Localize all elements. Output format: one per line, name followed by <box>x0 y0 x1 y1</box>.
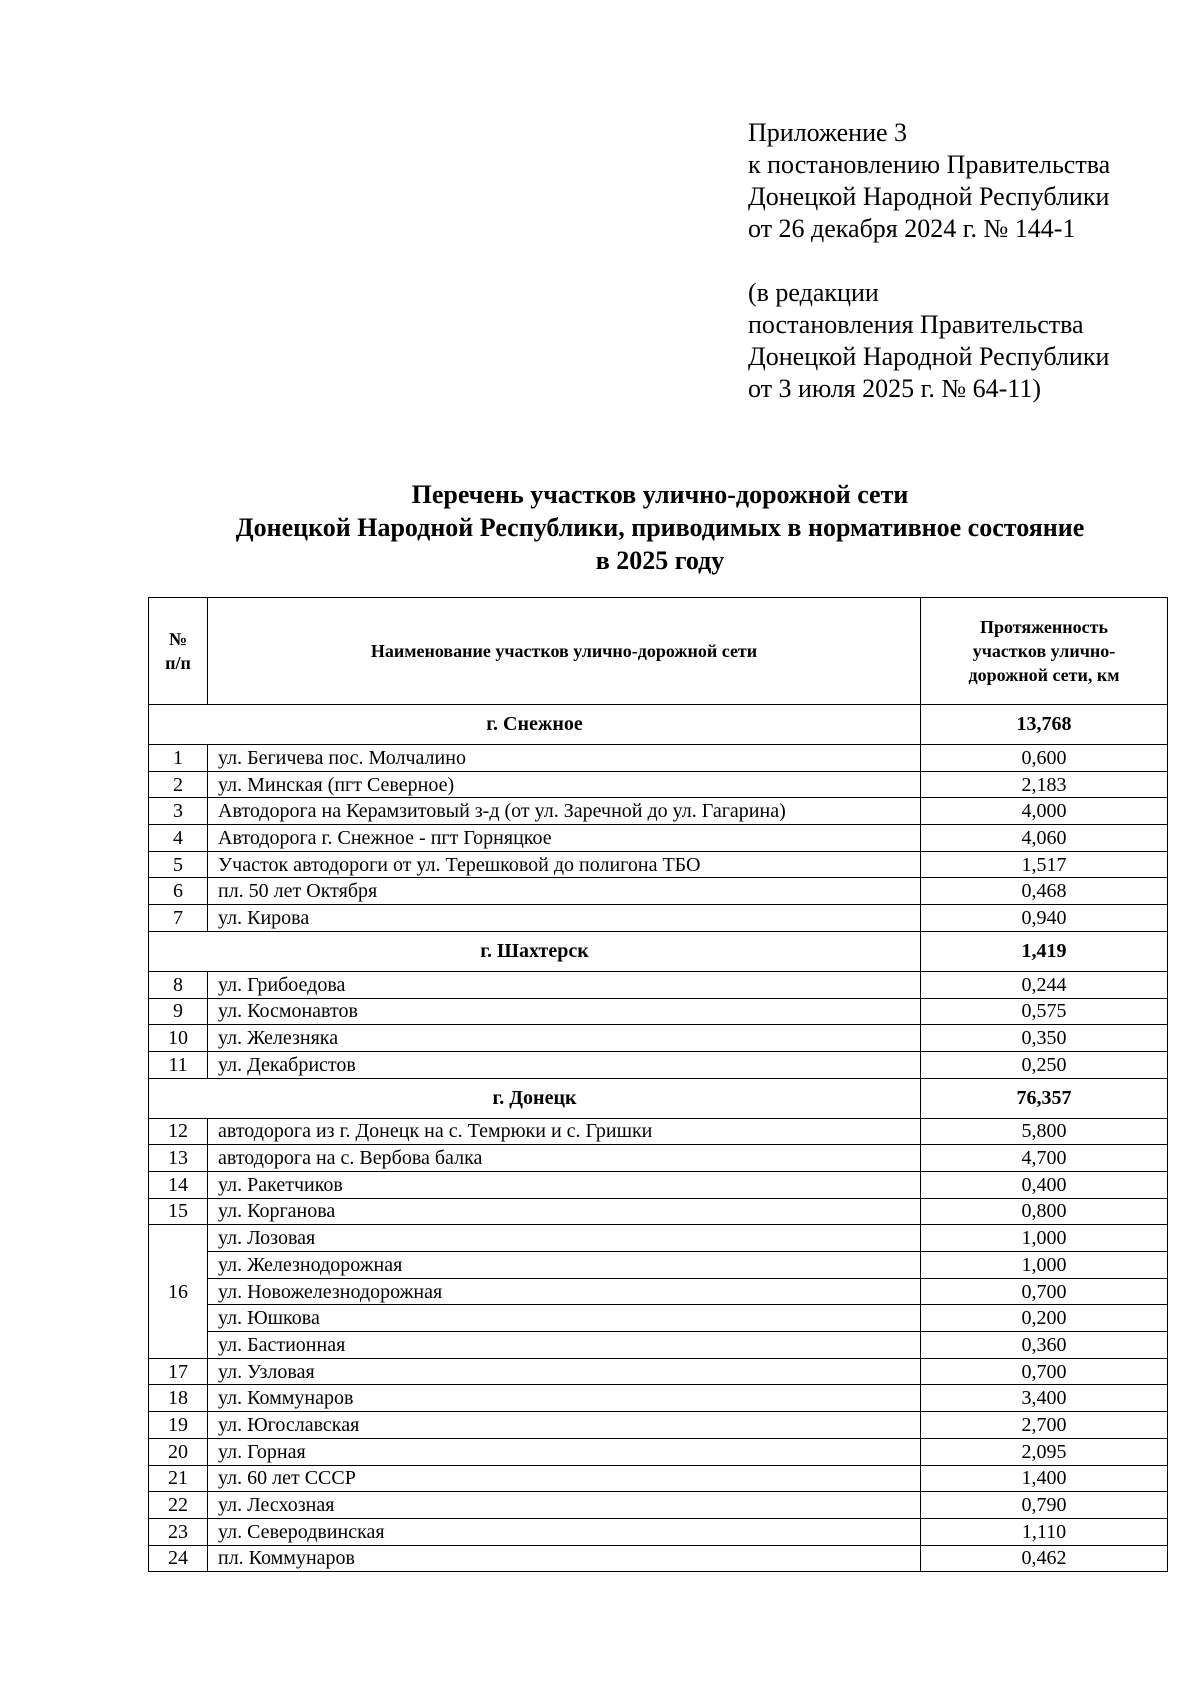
edition-line: постановления Правительства <box>748 310 1084 339</box>
section-name: ул. Декабристов <box>208 1051 921 1078</box>
section-name: Участок автодороги от ул. Терешковой до полигона ТБО <box>208 851 921 878</box>
table-row <box>149 1198 1168 1225</box>
section-length: 2,183 <box>921 771 1168 798</box>
row-number: 7 <box>149 905 208 932</box>
section-name: ул. Бастионная <box>208 1332 921 1359</box>
section-name: ул. Железнодорожная <box>208 1252 921 1279</box>
table-header-row <box>149 598 1168 705</box>
table-row <box>149 798 1168 825</box>
row-number: 10 <box>149 1025 208 1052</box>
section-length: 0,200 <box>921 1305 1168 1332</box>
header-number <box>149 598 208 705</box>
table-row <box>149 1545 1168 1572</box>
title-line: Донецкой Народной Республики, приводимых в нормативное состояние <box>235 513 1085 542</box>
appendix-line: к постановлению Правительства <box>748 150 1111 179</box>
row-number: 16 <box>149 1225 208 1358</box>
row-number: 24 <box>149 1545 208 1572</box>
table-row <box>149 1171 1168 1198</box>
edition-line: от 3 июля 2025 г. № 64-11) <box>748 374 1042 403</box>
table-row <box>149 1358 1168 1385</box>
section-name: Автодорога на Керамзитовый з-д (от ул. Заречной до ул. Гагарина) <box>208 798 921 825</box>
row-number: 3 <box>149 798 208 825</box>
section-length: 0,400 <box>921 1171 1168 1198</box>
section-length: 0,250 <box>921 1051 1168 1078</box>
section-length: 0,700 <box>921 1278 1168 1305</box>
section-length: 0,600 <box>921 745 1168 772</box>
section-name: ул. Коммунаров <box>208 1385 921 1412</box>
appendix-line: Приложение 3 <box>748 118 908 147</box>
section-length: 0,575 <box>921 998 1168 1025</box>
header-length <box>921 598 1168 705</box>
header-number-line2: п/п <box>165 653 191 673</box>
group-name: г. Донецк <box>149 1078 921 1118</box>
table-row <box>149 1252 1168 1279</box>
section-length: 0,800 <box>921 1198 1168 1225</box>
row-number: 5 <box>149 851 208 878</box>
section-length: 1,400 <box>921 1465 1168 1492</box>
section-name: ул. Ракетчиков <box>208 1171 921 1198</box>
row-number: 19 <box>149 1412 208 1439</box>
section-length: 1,110 <box>921 1518 1168 1545</box>
table-row <box>149 971 1168 998</box>
group-total-length: 13,768 <box>921 705 1168 745</box>
section-name: ул. Корганова <box>208 1198 921 1225</box>
group-total-length: 1,419 <box>921 931 1168 971</box>
section-name: ул. Юшкова <box>208 1305 921 1332</box>
table-row <box>149 771 1168 798</box>
row-number: 20 <box>149 1438 208 1465</box>
group-total-length: 76,357 <box>921 1078 1168 1118</box>
section-name: пл. Коммунаров <box>208 1545 921 1572</box>
table-row <box>149 1518 1168 1545</box>
section-name: ул. Югославская <box>208 1412 921 1439</box>
table-row <box>149 1332 1168 1359</box>
section-length: 0,940 <box>921 905 1168 932</box>
section-name: автодорога из г. Донецк на с. Темрюки и с. Гришки <box>208 1118 921 1145</box>
section-length: 4,060 <box>921 825 1168 852</box>
section-length: 0,790 <box>921 1492 1168 1519</box>
row-number: 9 <box>149 998 208 1025</box>
row-number: 15 <box>149 1198 208 1225</box>
table-row <box>149 825 1168 852</box>
table-row <box>149 1465 1168 1492</box>
table-row <box>149 1145 1168 1172</box>
section-length: 3,400 <box>921 1385 1168 1412</box>
header-length-line3: дорожной сети, км <box>968 665 1120 685</box>
section-length: 0,462 <box>921 1545 1168 1572</box>
header-number-line1: № <box>168 629 188 649</box>
section-name: ул. Космонавтов <box>208 998 921 1025</box>
appendix-line: Донецкой Народной Республики <box>748 182 1110 211</box>
row-number: 6 <box>149 878 208 905</box>
appendix-spacer <box>748 245 1168 277</box>
row-number: 23 <box>149 1518 208 1545</box>
row-number: 4 <box>149 825 208 852</box>
table-row <box>149 1492 1168 1519</box>
row-number: 13 <box>149 1145 208 1172</box>
table-row <box>149 1118 1168 1145</box>
row-number: 21 <box>149 1465 208 1492</box>
row-number: 1 <box>149 745 208 772</box>
section-name: ул. Грибоедова <box>208 971 921 998</box>
table-row <box>149 851 1168 878</box>
section-length: 0,468 <box>921 878 1168 905</box>
section-name: Автодорога г. Снежное - пгт Горняцкое <box>208 825 921 852</box>
row-number: 12 <box>149 1118 208 1145</box>
table-row <box>149 1051 1168 1078</box>
section-name: ул. Железняка <box>208 1025 921 1052</box>
section-length: 4,700 <box>921 1145 1168 1172</box>
section-length: 5,800 <box>921 1118 1168 1145</box>
edition-line: Донецкой Народной Республики <box>748 342 1110 371</box>
appendix-block <box>748 117 1168 405</box>
road-sections-table <box>148 597 1168 1572</box>
section-name: ул. 60 лет СССР <box>208 1465 921 1492</box>
header-length-line1: Протяженность <box>979 617 1108 637</box>
section-name: ул. Лозовая <box>208 1225 921 1252</box>
row-number: 8 <box>149 971 208 998</box>
row-number: 11 <box>149 1051 208 1078</box>
table-row <box>149 1025 1168 1052</box>
table-row <box>149 745 1168 772</box>
table-row <box>149 1385 1168 1412</box>
group-row <box>149 705 1168 745</box>
row-number: 2 <box>149 771 208 798</box>
row-number: 22 <box>149 1492 208 1519</box>
table-row <box>149 998 1168 1025</box>
appendix-line: от 26 декабря 2024 г. № 144-1 <box>748 214 1076 243</box>
table-row <box>149 878 1168 905</box>
section-name: ул. Кирова <box>208 905 921 932</box>
section-name: ул. Минская (пгт Северное) <box>208 771 921 798</box>
row-number: 18 <box>149 1385 208 1412</box>
title-line: в 2025 году <box>595 546 725 575</box>
row-number: 17 <box>149 1358 208 1385</box>
document-title <box>150 478 1170 577</box>
section-length: 1,000 <box>921 1252 1168 1279</box>
section-length: 2,700 <box>921 1412 1168 1439</box>
section-name: ул. Бегичева пос. Молчалино <box>208 745 921 772</box>
section-name: ул. Горная <box>208 1438 921 1465</box>
table-row <box>149 1305 1168 1332</box>
title-line: Перечень участков улично-дорожной сети <box>411 480 909 509</box>
table-row <box>149 1412 1168 1439</box>
table-row <box>149 905 1168 932</box>
table-body <box>149 705 1168 1572</box>
section-length: 0,700 <box>921 1358 1168 1385</box>
section-name: ул. Новожелезнодорожная <box>208 1278 921 1305</box>
header-length-line2: участков улично- <box>972 641 1116 661</box>
edition-line: (в редакции <box>748 278 879 307</box>
header-name: Наименование участков улично-дорожной сети <box>208 598 921 705</box>
section-length: 0,350 <box>921 1025 1168 1052</box>
section-length: 2,095 <box>921 1438 1168 1465</box>
section-length: 0,360 <box>921 1332 1168 1359</box>
section-length: 4,000 <box>921 798 1168 825</box>
table-row <box>149 1438 1168 1465</box>
group-row <box>149 1078 1168 1118</box>
group-row <box>149 931 1168 971</box>
section-name: ул. Северодвинская <box>208 1518 921 1545</box>
section-name: ул. Узловая <box>208 1358 921 1385</box>
group-name: г. Снежное <box>149 705 921 745</box>
table-row <box>149 1225 1168 1252</box>
section-name: пл. 50 лет Октября <box>208 878 921 905</box>
section-name: ул. Лесхозная <box>208 1492 921 1519</box>
group-name: г. Шахтерск <box>149 931 921 971</box>
row-number: 14 <box>149 1171 208 1198</box>
table-row <box>149 1278 1168 1305</box>
section-length: 0,244 <box>921 971 1168 998</box>
section-length: 1,000 <box>921 1225 1168 1252</box>
section-name: автодорога на с. Вербова балка <box>208 1145 921 1172</box>
section-length: 1,517 <box>921 851 1168 878</box>
